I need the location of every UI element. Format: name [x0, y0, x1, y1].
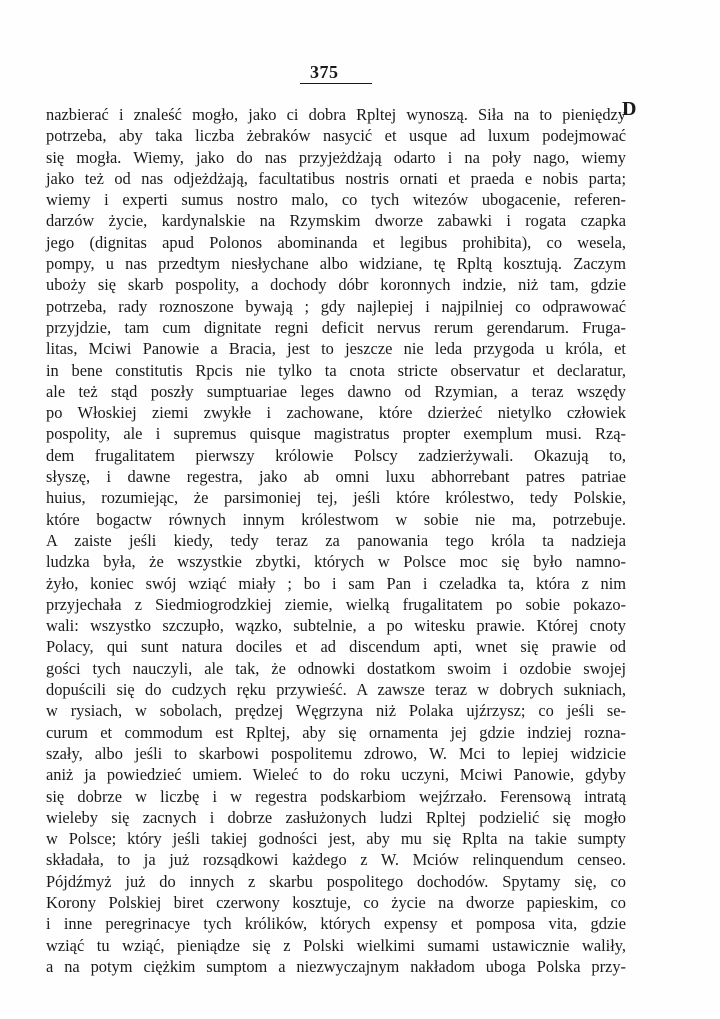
text-line: przyjechała z Siedmiogrodzkiej ziemie, wielką frugalitatem po sobie pokazo- — [46, 594, 626, 614]
text-line: żyło, koniec swój wziąć miały ; bo i sam Pan i czeladka ta, która z nim — [46, 573, 626, 593]
text-line: słyszę, i dawne regestra, jako ab omni luxu abhorrebant patres patriae — [46, 467, 626, 487]
text-line: a na potym ciężkim sumptom a niezwyczajnym nakładom uboga Polska przy- — [46, 956, 626, 976]
text-line: i inne peregrinacye tych królików, których expensy et pomposa vita, gdzie — [46, 914, 626, 934]
text-line: curum et commodum est Rpltej, aby się ornamenta jej gdzie indziej rozna- — [46, 722, 626, 742]
text-line: huius, rozumiejąc, że parsimoniej tej, jeśli które królestwo, tedy Polskie, — [46, 488, 626, 508]
text-line: in bene constitutis Rpcis nie tylko ta cnota stricte observatur et declaratur, — [46, 360, 626, 380]
text-line: pompy, u nas przedtym niesłychane albo widziane, tę Rpltą kosztują. Zaczym — [46, 254, 626, 274]
text-line: w rysiach, w sobolach, prędzej Węgrzyna niż Polaka ujźrzysz; co jeśli se- — [46, 701, 626, 721]
text-line: dem frugalitatem pierwszy królowie Polscy zadzierżywali. Okazują to, — [46, 445, 626, 465]
text-line: A zaiste jeśli kiedy, tedy teraz za panowania tego króla ta nadzieja — [46, 530, 626, 550]
text-line: gości tych nauczyli, ale tak, że odnowki dostatkom swoim i ozdobie swojej — [46, 658, 626, 678]
text-line: jego (dignitas apud Polonos abominanda et legibus prohibita), co wesela, — [46, 232, 626, 252]
body-text — [46, 104, 626, 977]
text-line: ludzka była, że wszystkie zbytki, których w Polsce moc się było namno- — [46, 552, 626, 572]
text-line: w Polsce; który jeśli takiej godności jest, aby mu się Rplta na takie sumpty — [46, 829, 626, 849]
text-line: uboży się skarb pospolity, a dochody dóbr koronnych indzie, niż tam, gdzie — [46, 275, 626, 295]
text-line: pospolity, ale i supremus quisque magistratus propter exemplum musi. Rzą- — [46, 424, 626, 444]
text-line: ale też stąd poszły sumptuariae leges dawno od Rzymian, a teraz wszędy — [46, 381, 626, 401]
text-line: które bogactw równych innym królestwom w sobie nie ma, potrzebuje. — [46, 509, 626, 529]
text-line: wiemy i experti sumus nostro malo, co tych witezów ubogacenie, referen- — [46, 190, 626, 210]
text-line: wali: wszystko szczupło, wązko, subtelnie, a po witesku prawie. Której cnoty — [46, 616, 626, 636]
page-number: 375 — [310, 62, 339, 82]
text-line: składała, to ja już rozsądkowi każdego z W. Mciów relinquendum censeo. — [46, 850, 626, 870]
text-line: potrzeba, rady roznoszone bywają ; gdy najlepiej i najpilniej co odprawować — [46, 296, 626, 316]
text-line: szały, albo jeśli to skarbowi pospolitemu zdrowo, W. Mci to lepiej widzicie — [46, 743, 626, 763]
text-line: darzów życie, kardynalskie na Rzymskim dworze zabawki i rogata czapka — [46, 211, 626, 231]
text-line: jako też od nas odjeżdżają, facultatibus nostris ornati et praeda e nobis parta; — [46, 168, 626, 188]
text-line: wziąć tu wziąć, pieniądze się z Polski wielkimi sumami ustawicznie waliły, — [46, 935, 626, 955]
text-line: nazbierać i znaleść mogło, jako ci dobra Rpltej wynoszą. Siła na to pieniędzy — [46, 105, 626, 124]
text-line: potrzeba, aby taka liczba żebraków nasycić et usque ad luxum podejmować — [46, 126, 626, 146]
text-line: się mogła. Wiemy, jako do nas przyjeżdżają odarto i na poły nago, wiemy — [46, 147, 626, 167]
text-line: Polacy, qui sunt natura dociles et ad discendum apti, wnet się prawie od — [46, 637, 626, 657]
text-line: litas, Mciwi Panowie a Bracia, jest to jeszcze nie leda przygoda u króla, et — [46, 339, 626, 359]
text-line: aniż ja powiedzieć umiem. Wieleć to do roku uczyni, Mciwi Panowie, gdyby — [46, 765, 626, 785]
text-line: się dobrze w liczbę i w regestra podskarbiom wejźrzało. Ferensową intratą — [46, 786, 626, 806]
text-line: wieleby się zacnych i dobrze zasłużonych ludzi Rpltej podzielić się mogło — [46, 807, 626, 827]
text-line: dopuścili się do cudzych ręku przywieść. A zawsze teraz w dobrych sukniach, — [46, 680, 626, 700]
page-number-underline — [300, 83, 372, 84]
margin-letter: D — [622, 98, 637, 120]
page-number-block — [300, 62, 372, 86]
text-line: Pójdźmyż już do innych z skarbu pospolitego dochodów. Spytamy się, co — [46, 871, 626, 891]
text-line: przyjdzie, tam cum dignitate regni deficit nervus rerum gerendarum. Fruga- — [46, 317, 626, 337]
text-line: Korony Polskiej biret czerwony kosztuje, co życie na dworze papieskim, co — [46, 892, 626, 912]
text-line: po Włoskiej ziemi zwykłe i zachowane, które dzierżeć nietylko człowiek — [46, 403, 626, 423]
